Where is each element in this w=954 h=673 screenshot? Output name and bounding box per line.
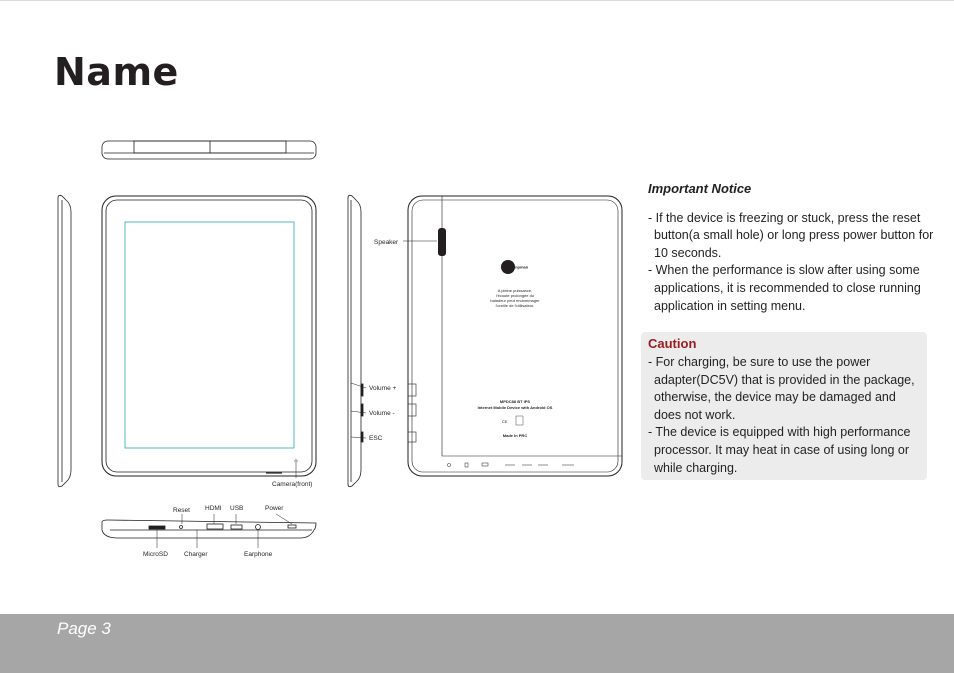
back-brand: mpman — [514, 264, 529, 270]
caution-heading: Caution — [648, 336, 697, 351]
tablet-left-side-view — [58, 195, 71, 486]
back-warning-3: baladeur peut endommager — [490, 298, 540, 303]
label-hdmi: HDMI — [205, 505, 222, 512]
caution-item: - The device is equipped with high performance processor. It may heat in case of using long or while charging. — [648, 425, 911, 475]
caution-item: - For charging, be sure to use the power adapter(DC5V) that is provided in the package, otherwise, the device may be damaged and does not work. — [648, 355, 915, 422]
back-made-in: Made In PRC — [502, 433, 528, 438]
tablet-top-view — [102, 141, 316, 159]
speaker-grille — [438, 228, 446, 256]
label-speaker: Speaker — [374, 239, 399, 246]
tablet-bottom-view — [102, 514, 316, 548]
back-warning-2: l'écoute prolongée du — [495, 293, 535, 298]
label-microsd: MicroSD — [143, 551, 168, 558]
page-number: Page 3 — [57, 619, 111, 638]
front-camera — [295, 460, 297, 462]
back-ce-mark: CE — [502, 419, 508, 424]
back-bottom-port-icons — [447, 463, 574, 467]
label-usb: USB — [230, 505, 244, 512]
label-esc: ESC — [369, 435, 383, 442]
label-reset: Reset — [173, 507, 190, 514]
label-charger: Charger — [184, 551, 208, 558]
label-volume-plus: Volume + — [369, 385, 397, 392]
label-earphone: Earphone — [244, 551, 273, 558]
notice-heading: Important Notice — [648, 181, 752, 196]
notice-item: - If the device is freezing or stuck, press the reset button(a small hole) or long press power button for 10 seconds. — [648, 210, 934, 260]
label-camera-front: Camera(front) — [272, 481, 313, 488]
label-power: Power — [265, 505, 284, 512]
page-footer — [0, 614, 954, 673]
important-notice — [648, 180, 938, 315]
page-title: Name — [54, 50, 179, 94]
screen-area — [125, 222, 294, 448]
label-volume-minus: Volume - — [369, 410, 395, 417]
brand-logo — [501, 260, 515, 274]
back-warning-1: A pleine puissance, — [497, 288, 533, 293]
recycle-bin-icon — [516, 416, 523, 425]
back-model-2: Internet Mobile Device with Android OS — [477, 405, 553, 410]
tablet-front-view — [102, 196, 316, 478]
back-warning-4: l'oreille de l'utilisateur. — [495, 303, 535, 308]
tablet-right-side-view — [348, 195, 366, 486]
back-model-1: MPDC88 BT IPS — [499, 399, 531, 404]
caution-box — [641, 332, 927, 480]
notice-item: - When the performance is slow after using some applications, it is recommended to close running application in setting menu. — [648, 263, 921, 313]
